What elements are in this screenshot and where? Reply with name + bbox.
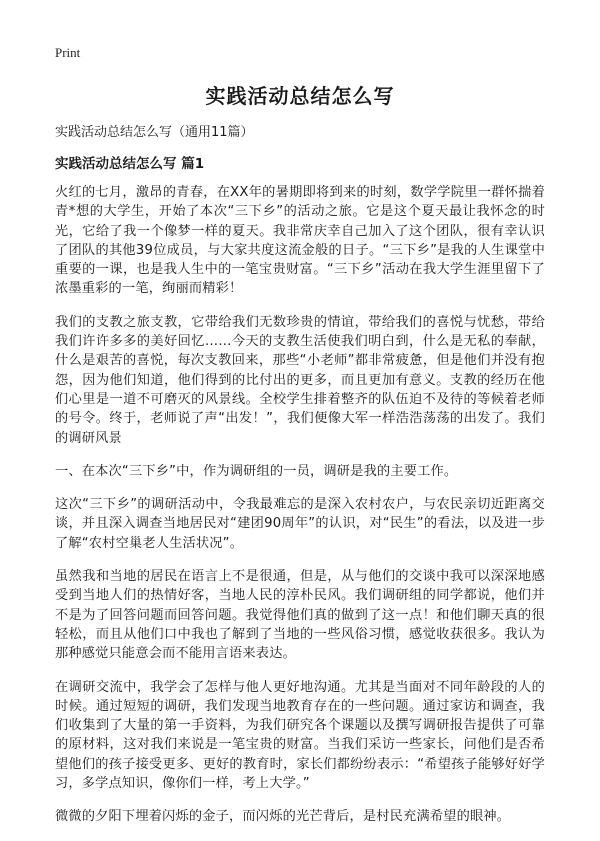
- article-body: [55, 183, 545, 841]
- paragraph: 我们的支教之旅支教，它带给我们无数珍贵的情谊，带给我们的喜悦与忧愁，带给我们许许多多的美好回忆……今天的支教生活使我们明白到，什么是无私的奉献，什么是艰苦的喜悦，每次支教回来，那些“小老师”都非常疲惫，但是他们并没有抱怨，因为他们知道，他们得到的比付出的更多，而且更加有意义。支教的经历在他们心里是一道不可磨灭的风景线。全校学生排着整齐的队伍迫不及待的等候着老师的号令。终于，老师说了声“出发！”，我们便像大军一样浩浩荡荡的出发了。我们的调研风景: [55, 314, 545, 446]
- paragraph: 火红的七月，激昂的青春，在XX年的暑期即将到来的时刻，数学学院里一群怀揣着青*想的大学生，开始了本次“三下乡”的活动之旅。它是这个夏天最让我怀念的时光，它给了我一个像梦一样的夏天。我非常庆幸自己加入了这个团队，很有幸认识了团队的其他39位成员，与大家共度这流金般的日子。“三下乡”是我的人生课堂中重要的一课，也是我人生中的一笔宝贵财富。“三下乡”活动在我大学生涯里留下了浓墨重彩的一笔，绚丽而精彩！: [55, 185, 545, 297]
- paragraph: 一、在本次“三下乡”中，作为调研组的一员，调研是我的主要工作。: [55, 463, 458, 479]
- page-title: 实践活动总结怎么写: [205, 84, 395, 108]
- section-heading: 实践活动总结怎么写 篇1: [55, 156, 205, 172]
- paragraph: 微微的夕阳下埋着闪烁的金子，而闪烁的光芒背后，是村民充满希望的眼神。: [55, 809, 511, 825]
- paragraph: 虽然我和当地的居民在语言上不是很通，但是，从与他们的交谈中我可以深深地感受到当地人们的热情好客，当地人民的淳朴民风。我们调研组的同学都说，他们并不是为了回答问题而回答问题。我觉得他们真的做到了这一点！和他们聊天真的很轻松，而且从他们口中我也了解到了当地的一些风俗习惯，感觉收获很多。我认为那种感觉只能意会而不能用言语来表达。: [55, 569, 545, 662]
- paragraph: 这次“三下乡”的调研活动中，令我最难忘的是深入农村农户，与农民亲切近距离交谈，并且深入调查当地居民对“建团90周年”的认识，对“民生”的看法，以及进一步了解“农村空巢老人生活状况”。: [55, 497, 545, 551]
- paragraph: 在调研交流中，我学会了怎样与他人更好地沟通。尤其是当面对不同年龄段的人的时候。通过短短的调研，我们发现当地教育存在的一些问题。通过家访和调查，我们收集到了大量的第一手资料，为我们研究各个课题以及撰写调研报告提供了可靠的原材料，这对我们来说是一笔宝贵的财富。当我们采访一些家长，问他们是否希望他们的孩子接受更多、更好的教育时，家长们都纷纷表示：“希望孩子能够好好学习，多学点知识，像你们一样，考上大学。”: [55, 679, 545, 792]
- document-subtitle: 实践活动总结怎么写（通用11篇）: [55, 125, 254, 140]
- print-link[interactable]: Print: [55, 45, 81, 60]
